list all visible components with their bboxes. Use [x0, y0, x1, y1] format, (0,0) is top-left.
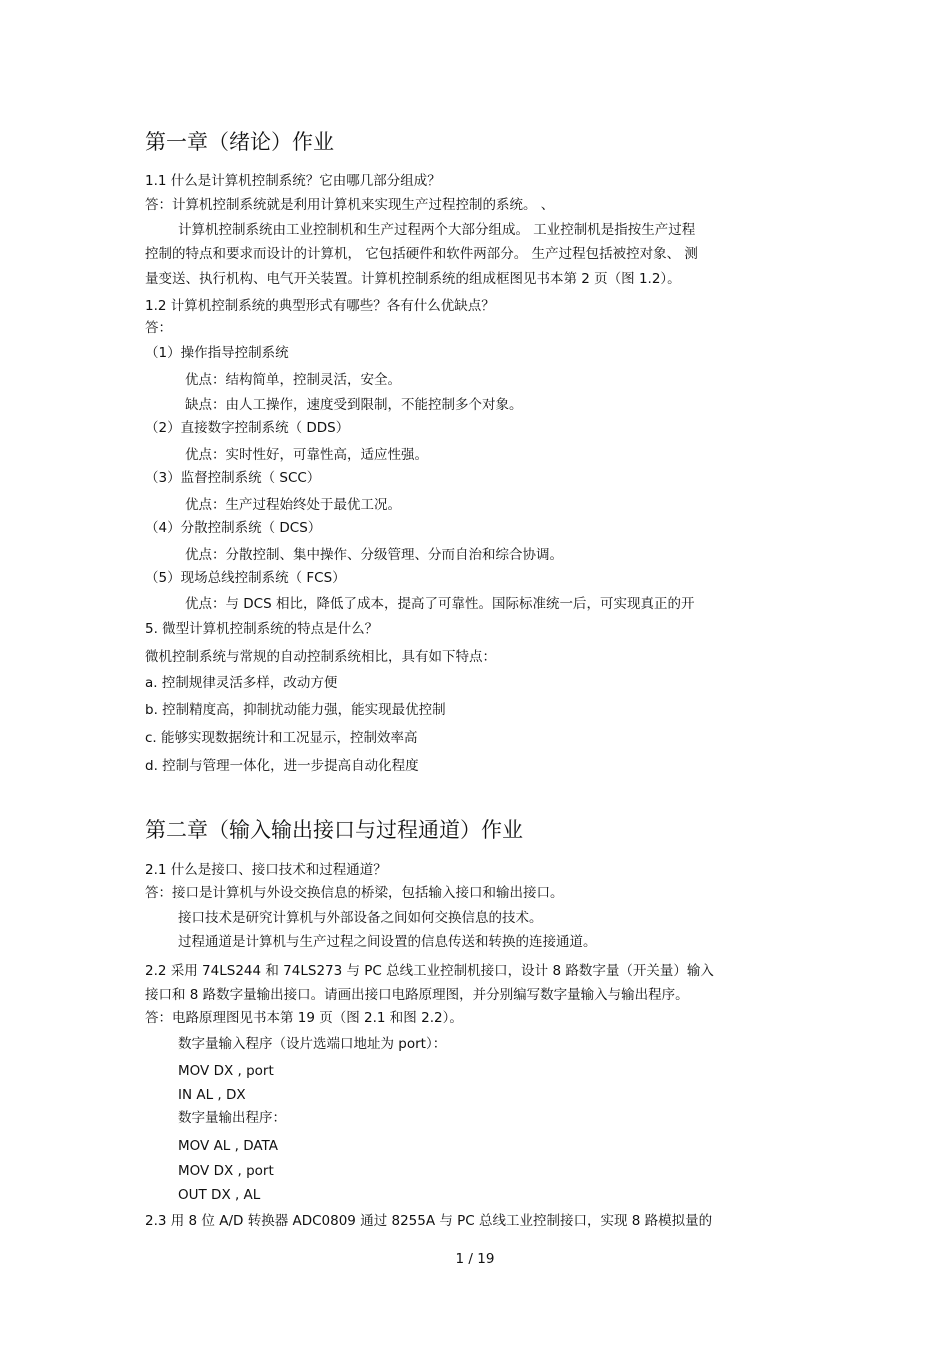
chapter-2-title: 第二章（输入输出接口与过程通道）作业 [145, 818, 523, 842]
code-line: MOV DX , port [178, 1163, 274, 1179]
question-2-1: 2.1 什么是接口、接口技术和过程通道？ [145, 862, 387, 878]
answer-line: 微机控制系统与常规的自动控制系统相比，具有如下特点： [145, 649, 496, 665]
answer-label: 答： [145, 320, 172, 336]
list-detail: 优点：与 DCS 相比，降低了成本，提高了可靠性。国际标准统一后，可实现真正的开 [185, 596, 695, 612]
list-detail: 优点：生产过程始终处于最优工况。 [185, 497, 401, 513]
question-1-1: 1.1 什么是计算机控制系统？它由哪几部分组成？ [145, 173, 441, 189]
feature-item: a. 控制规律灵活多样，改动方便 [145, 675, 338, 691]
question-2-2-cont: 接口和 8 路数字量输出接口。请画出接口电路原理图，并分别编写数字量输入与输出程序。 [145, 987, 689, 1003]
list-detail: 优点：结构简单，控制灵活，安全。 [185, 372, 401, 388]
feature-item: c. 能够实现数据统计和工况显示，控制效率高 [145, 730, 418, 746]
answer-line: 接口技术是研究计算机与外部设备之间如何交换信息的技术。 [178, 910, 543, 926]
code-line: OUT DX , AL [178, 1187, 261, 1203]
answer-1-1-line: 计算机控制系统由工业控制机和生产过程两个大部分组成。 工业控制机是指按生产过程 [178, 222, 696, 238]
question-2-3: 2.3 用 8 位 A/D 转换器 ADC0809 通过 8255A 与 PC 总线工业控制接口，实现 8 路模拟量的 [145, 1213, 713, 1229]
code-line: MOV AL , DATA [178, 1138, 278, 1154]
answer-1-1-line: 答：计算机控制系统就是利用计算机来实现生产过程控制的系统。 、 [145, 197, 555, 213]
list-detail: 优点：分散控制、集中操作、分级管理、分而自治和综合协调。 [185, 547, 563, 563]
feature-item: d. 控制与管理一体化，进一步提高自动化程度 [145, 758, 419, 774]
list-item: （1）操作指导控制系统 [145, 345, 289, 361]
list-item: （4）分散控制系统（ DCS） [145, 520, 322, 536]
answer-line: 数字量输出程序： [178, 1110, 286, 1126]
feature-item: b. 控制精度高，抑制扰动能力强，能实现最优控制 [145, 702, 446, 718]
answer-line: 数字量输入程序（设片选端口地址为 port）： [178, 1036, 447, 1052]
code-line: IN AL , DX [178, 1087, 246, 1103]
list-item: （2）直接数字控制系统（ DDS） [145, 420, 350, 436]
list-detail: 缺点：由人工操作，速度受到限制，不能控制多个对象。 [185, 397, 523, 413]
question-5: 5. 微型计算机控制系统的特点是什么？ [145, 621, 379, 637]
answer-line: 答：电路原理图见书本第 19 页（图 2.1 和图 2.2）。 [145, 1010, 463, 1026]
answer-line: 答：接口是计算机与外设交换信息的桥梁，包括输入接口和输出接口。 [145, 885, 564, 901]
list-detail: 优点：实时性好，可靠性高，适应性强。 [185, 447, 428, 463]
question-2-2: 2.2 采用 74LS244 和 74LS273 与 PC 总线工业控制机接口，设计 8 路数字量（开关量）输入 [145, 963, 714, 979]
answer-1-1-line: 量变送、执行机构、电气开关装置。计算机控制系统的组成框图见书本第 2 页（图 1.2）。 [145, 271, 681, 287]
chapter-1-title: 第一章（绪论）作业 [145, 130, 334, 154]
code-line: MOV DX , port [178, 1063, 274, 1079]
answer-line: 过程通道是计算机与生产过程之间设置的信息传送和转换的连接通道。 [178, 934, 597, 950]
list-item: （3）监督控制系统（ SCC） [145, 470, 321, 486]
list-item: （5）现场总线控制系统（ FCS） [145, 570, 346, 586]
question-1-2: 1.2 计算机控制系统的典型形式有哪些？各有什么优缺点？ [145, 298, 495, 314]
answer-1-1-line: 控制的特点和要求而设计的计算机， 它包括硬件和软件两部分。 生产过程包括被控对象、 测 [145, 246, 698, 262]
page-number: 1 / 19 [455, 1251, 495, 1267]
